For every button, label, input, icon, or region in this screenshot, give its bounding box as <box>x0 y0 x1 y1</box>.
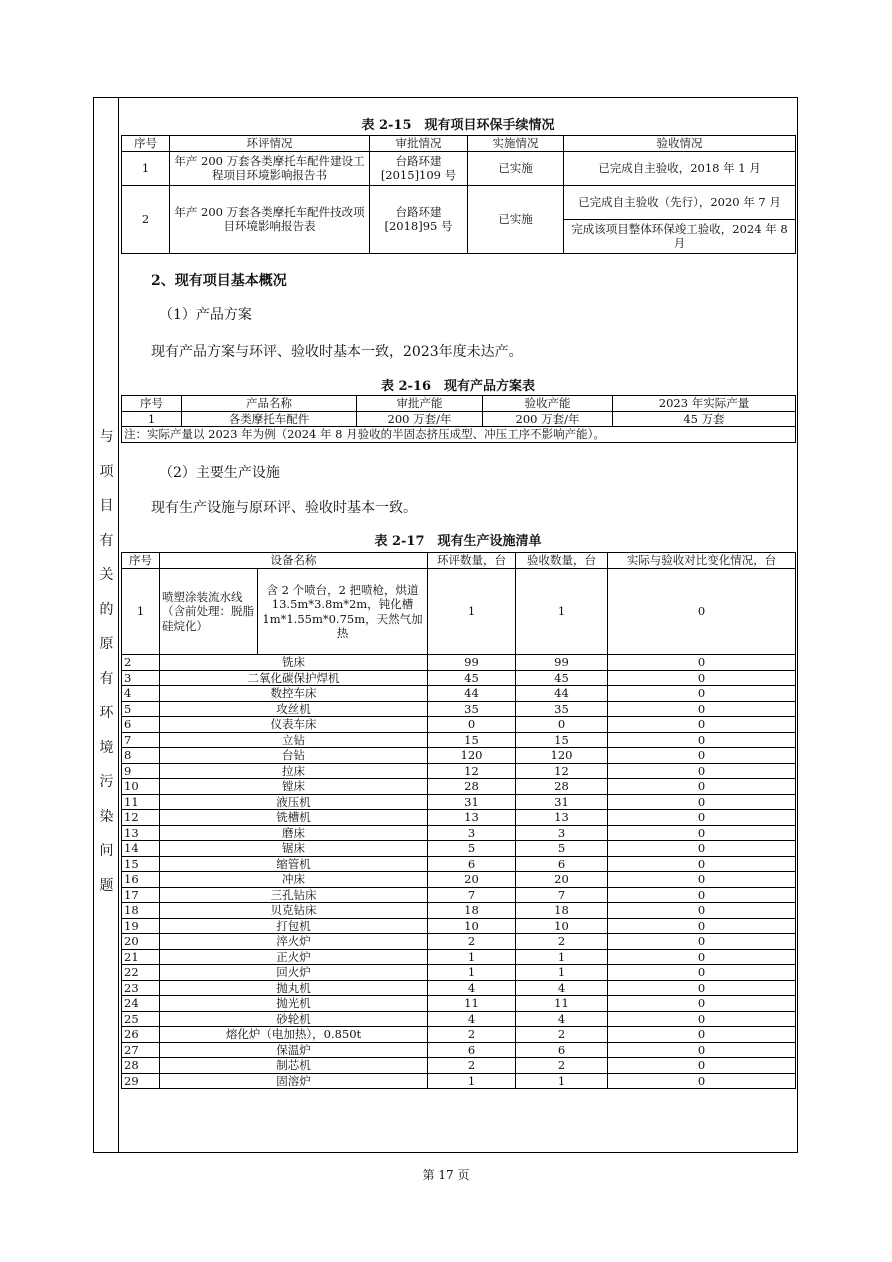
table-row <box>122 872 796 888</box>
status-cell: 已实施 <box>468 151 564 185</box>
sidebar-char: 项 <box>99 463 114 480</box>
acceptance-count: 99 <box>516 655 608 671</box>
table-cell: 1 <box>122 411 182 427</box>
row-no: 9 <box>122 763 160 779</box>
acceptance-count: 18 <box>516 903 608 919</box>
row-no: 27 <box>122 1042 160 1058</box>
change-count: 0 <box>608 779 796 795</box>
table-row <box>122 185 796 219</box>
acceptance-count: 6 <box>516 1042 608 1058</box>
acceptance-count: 1 <box>516 949 608 965</box>
eia-count: 28 <box>428 779 516 795</box>
change-count: 0 <box>608 1058 796 1074</box>
acceptance-count: 1 <box>516 1073 608 1089</box>
column-header: 序号 <box>122 553 160 569</box>
change-count: 0 <box>608 670 796 686</box>
table-row <box>122 934 796 950</box>
acceptance-count: 12 <box>516 763 608 779</box>
row-no: 6 <box>122 717 160 733</box>
row-no: 14 <box>122 841 160 857</box>
table-row <box>122 856 796 872</box>
column-header: 环评情况 <box>170 136 370 152</box>
row-no: 16 <box>122 872 160 888</box>
equipment-name: 镗床 <box>160 779 428 795</box>
sidebar-char: 污 <box>99 774 114 790</box>
table-2-16 <box>121 395 796 443</box>
eia-count: 10 <box>428 918 516 934</box>
equipment-name: 冲床 <box>160 872 428 888</box>
equipment-name: 缩管机 <box>160 856 428 872</box>
equipment-name: 抛丸机 <box>160 980 428 996</box>
table-row <box>122 903 796 919</box>
table-row <box>122 763 796 779</box>
table-row <box>122 841 796 857</box>
column-header: 验收数量，台 <box>516 553 608 569</box>
equipment-name: 数控车床 <box>160 686 428 702</box>
sidebar-char: 与 <box>99 429 114 445</box>
table-row <box>122 794 796 810</box>
eia-count: 1 <box>428 569 516 655</box>
column-header: 序号 <box>122 136 170 152</box>
equipment-name: 正火炉 <box>160 949 428 965</box>
row-no: 10 <box>122 779 160 795</box>
eia-count: 45 <box>428 670 516 686</box>
change-count: 0 <box>608 1042 796 1058</box>
equipment-name: 喷塑涂装流水线（含前处理：脱脂硅烷化） <box>160 569 258 655</box>
acceptance-count: 7 <box>516 887 608 903</box>
eia-count: 15 <box>428 732 516 748</box>
eia-count: 99 <box>428 655 516 671</box>
column-header: 产品名称 <box>182 396 357 412</box>
eia-count: 6 <box>428 856 516 872</box>
column-header: 验收情况 <box>564 136 796 152</box>
row-no: 13 <box>122 825 160 841</box>
row-no: 1 <box>122 569 160 655</box>
eia-count: 5 <box>428 841 516 857</box>
change-count: 0 <box>608 701 796 717</box>
table-row <box>122 980 796 996</box>
equipment-spec: 含 2 个喷台，2 把喷枪，烘道 13.5m*3.8m*2m，钝化槽 1m*1.55m*0.75m，天然气加热 <box>258 569 428 655</box>
acceptance-cell: 已完成自主验收（先行），2020 年 7 月 <box>564 185 796 219</box>
equipment-name: 制芯机 <box>160 1058 428 1074</box>
table-2-15-header <box>122 136 796 152</box>
eia-count: 2 <box>428 934 516 950</box>
row-no: 29 <box>122 1073 160 1089</box>
acceptance-count: 3 <box>516 825 608 841</box>
change-count: 0 <box>608 569 796 655</box>
eia-count: 35 <box>428 701 516 717</box>
acceptance-cell: 完成该项目整体环保竣工验收，2024 年 8 月 <box>564 219 796 253</box>
change-count: 0 <box>608 732 796 748</box>
table-row <box>122 810 796 826</box>
row-no: 1 <box>122 151 170 185</box>
row-no: 25 <box>122 1011 160 1027</box>
acceptance-count: 11 <box>516 996 608 1012</box>
table-row <box>122 965 796 981</box>
row-no: 18 <box>122 903 160 919</box>
acceptance-count: 20 <box>516 872 608 888</box>
table-cell: 200 万套/年 <box>483 411 613 427</box>
row-no: 26 <box>122 1027 160 1043</box>
table-row <box>122 779 796 795</box>
paragraph: 现有生产设施与原环评、验收时基本一致。 <box>151 500 417 516</box>
equipment-name: 磨床 <box>160 825 428 841</box>
equipment-name: 锯床 <box>160 841 428 857</box>
equipment-name: 台钻 <box>160 748 428 764</box>
equipment-name: 二氧化碳保护焊机 <box>160 670 428 686</box>
eia-count: 0 <box>428 717 516 733</box>
change-count: 0 <box>608 934 796 950</box>
acceptance-count: 28 <box>516 779 608 795</box>
equipment-name: 仪表车床 <box>160 717 428 733</box>
change-count: 0 <box>608 748 796 764</box>
subsection-title: （1）产品方案 <box>159 307 252 323</box>
row-no: 3 <box>122 670 160 686</box>
table-row <box>122 1027 796 1043</box>
change-count: 0 <box>608 980 796 996</box>
column-header: 验收产能 <box>483 396 613 412</box>
change-count: 0 <box>608 717 796 733</box>
row-no: 20 <box>122 934 160 950</box>
change-count: 0 <box>608 794 796 810</box>
approval-cell: 台路环建[2018]95 号 <box>370 185 468 253</box>
table-row <box>122 996 796 1012</box>
equipment-name: 贝克钻床 <box>160 903 428 919</box>
equipment-name: 固溶炉 <box>160 1073 428 1089</box>
column-header: 审批产能 <box>357 396 483 412</box>
column-header: 实施情况 <box>468 136 564 152</box>
sidebar-char: 境 <box>99 739 114 756</box>
subsection-title: （2）主要生产设施 <box>159 465 280 481</box>
table-row <box>122 411 796 427</box>
eia-count: 13 <box>428 810 516 826</box>
change-count: 0 <box>608 1073 796 1089</box>
page-frame <box>93 97 798 1153</box>
equipment-name: 保温炉 <box>160 1042 428 1058</box>
table-2-17-caption: 表 2-17 现有生产设施清单 <box>374 534 542 549</box>
acceptance-count: 31 <box>516 794 608 810</box>
sidebar-char: 有 <box>99 670 114 687</box>
change-count: 0 <box>608 887 796 903</box>
equipment-name: 熔化炉（电加热），0.850t <box>160 1027 428 1043</box>
column-header: 实际与验收对比变化情况，台 <box>608 553 796 569</box>
equipment-name: 淬火炉 <box>160 934 428 950</box>
row-no: 2 <box>122 185 170 253</box>
table-row <box>122 1042 796 1058</box>
eia-count: 1 <box>428 949 516 965</box>
equipment-name: 打包机 <box>160 918 428 934</box>
acceptance-count: 4 <box>516 980 608 996</box>
sidebar-char: 的 <box>99 601 114 618</box>
row-no: 11 <box>122 794 160 810</box>
acceptance-count: 15 <box>516 732 608 748</box>
column-header: 2023 年实际产量 <box>613 396 796 412</box>
eia-count: 18 <box>428 903 516 919</box>
column-header: 设备名称 <box>160 553 428 569</box>
change-count: 0 <box>608 1011 796 1027</box>
acceptance-count: 0 <box>516 717 608 733</box>
change-count: 0 <box>608 949 796 965</box>
equipment-name: 液压机 <box>160 794 428 810</box>
row-no: 15 <box>122 856 160 872</box>
acceptance-count: 45 <box>516 670 608 686</box>
change-count: 0 <box>608 872 796 888</box>
change-count: 0 <box>608 686 796 702</box>
table-row <box>122 887 796 903</box>
table-2-16-header <box>122 396 796 412</box>
row-no: 5 <box>122 701 160 717</box>
sidebar-column <box>94 98 119 1152</box>
column-header: 审批情况 <box>370 136 468 152</box>
acceptance-count: 2 <box>516 934 608 950</box>
change-count: 0 <box>608 810 796 826</box>
paragraph: 现有产品方案与环评、验收时基本一致，2023年度未达产。 <box>151 344 523 360</box>
change-count: 0 <box>608 841 796 857</box>
acceptance-count: 2 <box>516 1027 608 1043</box>
eia-count: 6 <box>428 1042 516 1058</box>
sidebar-label <box>94 420 119 903</box>
eia-count: 1 <box>428 965 516 981</box>
row-no: 4 <box>122 686 160 702</box>
table-row <box>122 655 796 671</box>
acceptance-count: 5 <box>516 841 608 857</box>
equipment-name: 立钻 <box>160 732 428 748</box>
change-count: 0 <box>608 763 796 779</box>
table-row <box>122 670 796 686</box>
change-count: 0 <box>608 996 796 1012</box>
acceptance-count: 44 <box>516 686 608 702</box>
acceptance-count: 1 <box>516 569 608 655</box>
table-2-17 <box>121 552 796 1089</box>
equipment-name: 攻丝机 <box>160 701 428 717</box>
column-header: 环评数量，台 <box>428 553 516 569</box>
eia-count: 2 <box>428 1058 516 1074</box>
eia-cell: 年产 200 万套各类摩托车配件技改项目环境影响报告表 <box>170 185 370 253</box>
eia-count: 11 <box>428 996 516 1012</box>
change-count: 0 <box>608 903 796 919</box>
eia-count: 3 <box>428 825 516 841</box>
acceptance-count: 13 <box>516 810 608 826</box>
sidebar-char: 目 <box>99 498 114 514</box>
acceptance-count: 2 <box>516 1058 608 1074</box>
table-cell: 各类摩托车配件 <box>182 411 357 427</box>
equipment-name: 砂轮机 <box>160 1011 428 1027</box>
table-row <box>122 701 796 717</box>
eia-count: 4 <box>428 1011 516 1027</box>
sidebar-char: 原 <box>99 636 114 652</box>
page-number: 第 17 页 <box>422 1168 470 1182</box>
table-row <box>122 732 796 748</box>
status-cell: 已实施 <box>468 185 564 253</box>
row-no: 23 <box>122 980 160 996</box>
row-no: 22 <box>122 965 160 981</box>
table-2-15-caption: 表 2-15 现有项目环保手续情况 <box>361 118 555 133</box>
row-no: 19 <box>122 918 160 934</box>
equipment-name: 三孔钻床 <box>160 887 428 903</box>
eia-count: 2 <box>428 1027 516 1043</box>
acceptance-count: 10 <box>516 918 608 934</box>
change-count: 0 <box>608 655 796 671</box>
table-2-17-header <box>122 553 796 569</box>
content-area <box>119 98 797 1152</box>
table-row <box>122 748 796 764</box>
eia-count: 120 <box>428 748 516 764</box>
eia-cell: 年产 200 万套各类摩托车配件建设工程项目环境影响报告书 <box>170 151 370 185</box>
row-no: 8 <box>122 748 160 764</box>
row-no: 24 <box>122 996 160 1012</box>
eia-count: 31 <box>428 794 516 810</box>
sidebar-char: 环 <box>99 705 114 721</box>
table-row <box>122 1073 796 1089</box>
eia-count: 7 <box>428 887 516 903</box>
change-count: 0 <box>608 918 796 934</box>
acceptance-count: 1 <box>516 965 608 981</box>
row-no: 28 <box>122 1058 160 1074</box>
equipment-name: 铣床 <box>160 655 428 671</box>
table-row <box>122 151 796 185</box>
table-row <box>122 569 796 655</box>
table-row <box>122 1011 796 1027</box>
acceptance-count: 4 <box>516 1011 608 1027</box>
table-row <box>122 1058 796 1074</box>
row-no: 21 <box>122 949 160 965</box>
change-count: 0 <box>608 825 796 841</box>
sidebar-char: 题 <box>99 877 114 894</box>
equipment-name: 铣槽机 <box>160 810 428 826</box>
eia-count: 4 <box>428 980 516 996</box>
table-row <box>122 949 796 965</box>
row-no: 2 <box>122 655 160 671</box>
approval-cell: 台路环建[2015]109 号 <box>370 151 468 185</box>
eia-count: 20 <box>428 872 516 888</box>
equipment-name: 回火炉 <box>160 965 428 981</box>
table-2-16-caption: 表 2-16 现有产品方案表 <box>380 379 536 394</box>
eia-count: 1 <box>428 1073 516 1089</box>
acceptance-count: 120 <box>516 748 608 764</box>
table-cell: 200 万套/年 <box>357 411 483 427</box>
table-note-row <box>122 427 796 443</box>
sidebar-char: 染 <box>99 808 114 825</box>
acceptance-count: 35 <box>516 701 608 717</box>
eia-count: 12 <box>428 763 516 779</box>
column-header: 序号 <box>122 396 182 412</box>
change-count: 0 <box>608 965 796 981</box>
eia-count: 44 <box>428 686 516 702</box>
section-title: 2、现有项目基本概况 <box>151 273 287 289</box>
change-count: 0 <box>608 856 796 872</box>
table-row <box>122 686 796 702</box>
table-cell: 45 万套 <box>613 411 796 427</box>
equipment-name: 抛光机 <box>160 996 428 1012</box>
table-row <box>122 717 796 733</box>
row-no: 12 <box>122 810 160 826</box>
change-count: 0 <box>608 1027 796 1043</box>
sidebar-char: 问 <box>99 843 114 859</box>
table-row <box>122 825 796 841</box>
row-no: 7 <box>122 732 160 748</box>
sidebar-char: 关 <box>99 567 114 583</box>
equipment-name: 拉床 <box>160 763 428 779</box>
acceptance-count: 6 <box>516 856 608 872</box>
table-2-15 <box>121 135 796 254</box>
row-no: 17 <box>122 887 160 903</box>
acceptance-cell: 已完成自主验收，2018 年 1 月 <box>564 151 796 185</box>
sidebar-char: 有 <box>99 532 114 549</box>
table-row <box>122 918 796 934</box>
table-note: 注：实际产量以 2023 年为例（2024 年 8 月验收的半固态挤压成型、冲压工序不影响产能）。 <box>122 427 796 443</box>
